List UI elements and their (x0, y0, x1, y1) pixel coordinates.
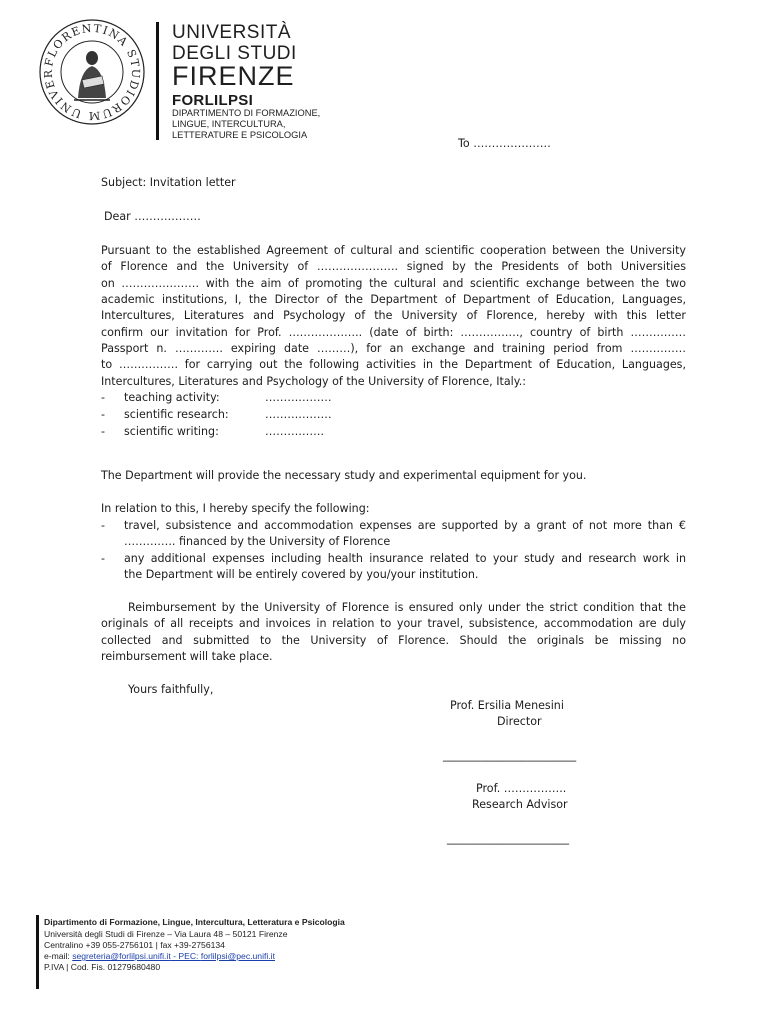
recipient-line: To ………………… (458, 137, 551, 150)
list-bullet: - (101, 391, 106, 404)
condition-line: travel, subsistence and accommodation expenses are supported by a grant of not more than € (124, 519, 686, 532)
paragraph-1-line: Intercultures, Literatures and Psychology of the University of Florence, hereby with this letter (101, 309, 686, 322)
university-name-line-2: DEGLI STUDI (172, 43, 297, 64)
email-label: e-mail: (44, 951, 73, 961)
university-seal-logo (38, 18, 146, 126)
footer-phone: Centralino +39 055-2756101 | fax +39-2756134 (44, 940, 225, 950)
list-bullet: - (101, 425, 106, 438)
paragraph-1-line: confirm our invitation for Prof. ……………….. (date of birth: ……………., country of birth …………… (101, 326, 686, 339)
signatory-2-role: Research Advisor (472, 798, 568, 811)
header-divider (156, 22, 159, 140)
activity-value: ……………. (265, 425, 324, 438)
signatory-2-name: Prof. …………….. (476, 782, 567, 795)
paragraph-1-line: on ………………… with the aim of promoting the cultural and scientific exchange between the two (101, 277, 686, 290)
footer-address: Università degli Studi di Firenze – Via Laura 48 – 50121 Firenze (44, 929, 288, 939)
paragraph-4-line: Reimbursement by the University of Florence is ensured only under the strict condition that the (128, 601, 686, 614)
activity-value: ……………… (265, 391, 332, 404)
footer-department-name: Dipartimento di Formazione, Lingue, Intercultura, Letteratura e Psicologia (44, 917, 345, 927)
seal-text: FLORENTINA STUDIORUM UNIVER (41, 21, 143, 123)
signatory-1-name: Prof. Ersilia Menesini (450, 699, 564, 712)
signatory-1-role: Director (497, 715, 542, 728)
paragraph-3-intro: In relation to this, I hereby specify the following: (101, 502, 370, 515)
department-name-line-1: DIPARTIMENTO DI FORMAZIONE, (172, 108, 321, 118)
subject-line: Subject: Invitation letter (101, 176, 236, 189)
condition-line: any additional expenses including health insurance related to your study and research work in (124, 552, 686, 565)
pec-link[interactable]: forlilpsi@pec.unifi.it (200, 951, 275, 961)
paragraph-1-line: to ……………. for carrying out the following activities in the Department of Education, Languages, (101, 358, 686, 371)
university-name-line-1: UNIVERSITÀ (172, 22, 292, 43)
paragraph-1-line: Pursuant to the established Agreement of cultural and scientific cooperation between the University (101, 244, 686, 257)
department-name-line-2: LINGUE, INTERCULTURA, (172, 119, 286, 129)
footer-vat: P.IVA | Cod. Fis. 01279680480 (44, 962, 161, 972)
university-name-line-3: FIRENZE (172, 61, 295, 91)
footer-contacts (44, 951, 275, 961)
paragraph-2: The Department will provide the necessary study and experimental equipment for you. (101, 469, 587, 482)
paragraph-4-line: reimbursement will take place. (101, 650, 273, 663)
paragraph-1-line: Passport n. …………. expiring date ………), for an exchange and training period from …………… (101, 342, 686, 355)
activity-label: teaching activity: (124, 391, 220, 404)
paragraph-1-line: Intercultures, Literatures and Psychology of the University of Florence, Italy.: (101, 375, 526, 388)
pec-label: - PEC: (170, 951, 201, 961)
department-code: FORLILPSI (172, 92, 254, 109)
list-bullet: - (101, 408, 106, 421)
paragraph-1-line: academic institutions, I, the Director of the Department of Department of Education, Languages, (101, 293, 686, 306)
activity-label: scientific writing: (124, 425, 219, 438)
condition-line: ………….. financed by the University of Florence (124, 535, 391, 548)
salutation: Dear ……………… (104, 210, 201, 223)
department-name-line-3: LETTERATURE E PSICOLOGIA (172, 130, 308, 140)
paragraph-1-line: of Florence and the University of …………………. signed by the Presidents of both Universities (101, 260, 686, 273)
signature-line-2: ______________________ (447, 832, 570, 845)
list-bullet: - (101, 552, 106, 565)
signature-line-1: ________________________ (443, 749, 577, 762)
activity-label: scientific research: (124, 408, 229, 421)
condition-line: the Department will be entirely covered by you/your institution. (124, 568, 479, 581)
activity-value: ……………… (265, 408, 332, 421)
paragraph-4-line: collected and submitted to the University of Florence. Should the originals be missing no (101, 634, 686, 647)
footer-divider (36, 915, 39, 989)
paragraph-4-line: originals of all receipts and invoices in relation to your travel, subsistence, accommodation are duly (101, 617, 686, 630)
closing: Yours faithfully, (128, 683, 214, 696)
email-link[interactable]: segreteria@forlilpsi.unifi.it (72, 951, 171, 961)
list-bullet: - (101, 519, 106, 532)
